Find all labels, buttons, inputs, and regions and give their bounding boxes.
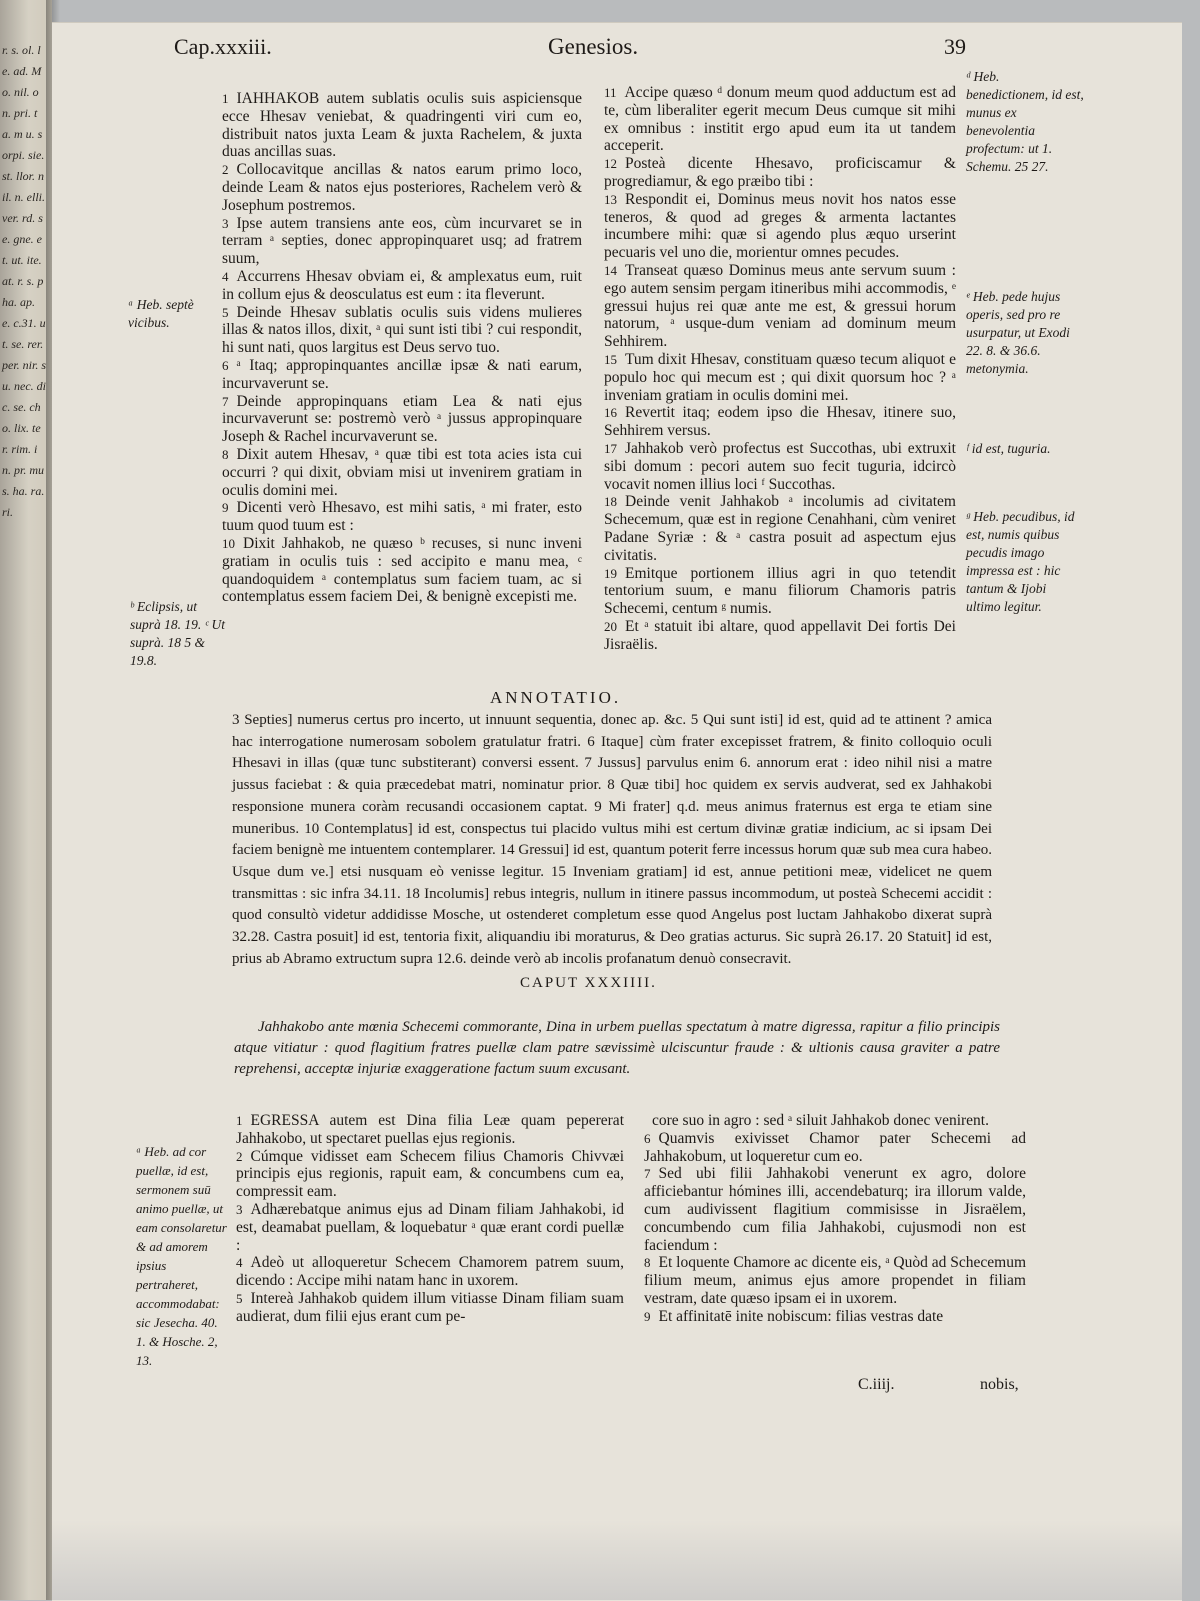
verse: 1 IAHHAKOB autem sublatis oculis suis aspiciensque ecce Hhesav veniebat, & quadringenti viri cum eo, distribuit natos juxta Leam & juxta Rachelem, & juxta duas ancillas suas. — [222, 90, 582, 161]
verse: 16 Revertit itaq; eodem ipso die Hhesav, itinere suo, Sehhirem versus. — [604, 404, 956, 440]
annotatio-text: 3 Septies] numerus certus pro incerto, ut innuunt sequentia, donec ap. &c. 5 Qui sunt isti] id est, quid ad te attinent ? amica hac interrogatione numerosam sobolem gratulatur fratri. 6 Itaque] cùm frater excepisset fratrem, & finito colloquio oculi Hhesavi in illas (quæ tunc substiterant) conversi essent. 7 Jussus] parvulus enim 6. annorum erat : ideo nihil nisi a matre jussus faciebat : & quia præcedebat matri, nominatur prior. 8 Quæ tibi] hoc quidem ex servis audverat, sed ex Jahhakobi responsione munera coràm recusandi occasionem captat. 9 Mi frater] q.d. meus animus fraternus est erga te etiam sine muneribus. 10 Contemplatus] id est, conspectus tui placido vultus mihi est certum divinæ gratiæ indicium, ac si ipsam Dei faciem benignè me intuentem contemplarer. 14 Gressui] id est, quantum poterit ferre incessus horum quæ sub mea cura habeo. Usque dum ve.] etsi nusquam eò venisse legitur. 15 Inveniam gratiam] id est, annue petitioni meæ, videlicet ne quem transmittas : sic infra 34.11. 18 Incolumis] rebus integris, nullum in itinere passus incommodum, ut posteà Schecemi accidit : quod consultò videtur addidisse Mosche, ut ostenderet completum esse quod Angelus post luctam Jahhakobo dixerat suprà 32.28. Castra posuit] id est, tentoria fixit, aliquandiu ibi moraturus, & Deo gratias acturus. Sic suprà 26.17. 20 Statuit] id est, prius ab Abramo extructum supra 12.6. deinde verò ab incolis profanatum denuò consecravit. — [232, 712, 992, 967]
verse: 7 Deinde appropinquans etiam Lea & nati ejus incurvaverunt se: postremò verò ᵃ jussus appropinquare Joseph & Rachel incurvaverunt se. — [222, 392, 582, 446]
verse: 17 Jahhakob verò profectus est Succothas, ubi extruxit sibi domum : pecori autem suo fecit tuguria, idcircò vocavit nomen illius loci ᶠ Succothas. — [604, 439, 956, 493]
left-column — [222, 90, 582, 606]
verse: 5 Intereà Jahhakob quidem illum vitiasse Dinam filiam suam audierat, dum filii ejus erant cum pe- — [236, 1289, 624, 1325]
verse: 19 Emitque portionem illius agri in quo tetendit tentorium suum, e manu filiorum Chamoris patris Schecemi, centum ᵍ numis. — [604, 564, 956, 618]
verse: 10 Dixit Jahhakob, ne quæso ᵇ recuses, si nunc inveni gratiam in oculis tuis : sed accipito e manu mea, ᶜ quandoquidem ᵃ contemplatus sum faciem tuam, ac si contemplatus essem faciem Dei, & benignè excepisti me. — [222, 534, 582, 606]
facing-page-text: r. s. ol. le. ad. Mo. nil. on. pri. ta. m u. sorpi. sie. st. llor. nil. n. elli. ver. rd. se. gne. et. ut. ite. at. r. s. pha. ap. e. c.31. ut. se. rer. per. nir. su. nec. dic. se. cho. lix. ter. rim. in. pr. mus. ha. ra. ri. — [2, 43, 47, 519]
margin-note-left-a: ᵃ Heb. septè vicibus. — [128, 297, 194, 330]
verse: 2 Cúmque vidisset eam Schecem filius Chamoris Chivvæi principis ejus regionis, rapuit eam, & concumbens cum ea, compressit eam. — [236, 1147, 624, 1201]
verse: 6 ᵃ Itaq; appropinquantes ancillæ ipsæ & nati earum, incurvaverunt se. — [222, 356, 582, 392]
verse: 8 Dixit autem Hhesav, ᵃ quæ tibi est tota acies ista cui occurri ? qui dixit, obviam misi ut invenirem gratiam in oculis domini mei. — [222, 445, 582, 499]
verse: 15 Tum dixit Hhesav, constituam quæso tecum aliquot e populo hoc qui mecum est ; qui dixit quorsum hoc ? ᵃ inveniam gratiam in oculis domini mei. — [604, 350, 956, 404]
signature-mark: C.iiij. — [858, 1376, 895, 1393]
verse: 4 Adeò ut alloqueretur Schecem Chamorem patrem suum, dicendo : Accipe mihi natam hanc in uxorem. — [236, 1254, 624, 1290]
verse: 20 Et ᵃ statuit ibi altare, quod appellavit Dei fortis Dei Jisraëlis. — [604, 617, 956, 653]
running-head-book: Genesios. — [548, 34, 639, 59]
verse: 2 Collocavitque ancillas & natos earum primo loco, deinde Leam & natos ejus posteriores, Rachelem verò & Josephum postremos. — [222, 161, 582, 214]
verse: 13 Respondit ei, Dominus meus novit hos natos esse teneros, & quod ad greges & armenta lactantes incumbere mihi: quæ si agendo plus æquo urserint pecuaris vel uno die, morientur omnes pecudes. — [604, 190, 956, 262]
verse: 1 EGRESSA autem est Dina filia Leæ quam pepererat Jahhakobo, ut spectaret puellas ejus regionis. — [236, 1112, 624, 1147]
verse: 12 Posteà dicente Hhesavo, proficiscamur & progrediamur, & ego præibo tibi : — [604, 155, 956, 190]
page-bottom-shade — [52, 1520, 1182, 1600]
verse: 18 Deinde venit Jahhakob ᵃ incolumis ad civitatem Schecemum, quæ est in regione Cenahhani, cùm veniret Padane Syriæ : & ᵃ castra posuit ad aspectum ejus civitatis. — [604, 493, 956, 564]
lower-left-column — [236, 1112, 624, 1326]
margin-note-right-d: ᵈ Heb. benedictionem, id est, munus ex benevolentia profectum: ut 1. Schemu. 25 27. — [966, 69, 1084, 174]
margin-note-lower-a: ᵃ Heb. ad cor puellæ, id est, sermonem suū animo puellæ, ut eam consolaretur & ad amorem ipsius pertraheret, accommodabat: sic Jesecha. 40. 1. & Hosche. 2, 13. — [136, 1144, 227, 1368]
margin-note-right-g: ᵍ Heb. pecudibus, id est, numis quibus pecudis imago impressa est : hic tantum & Ijobi ultimo legitur. — [966, 509, 1075, 614]
running-head-chapter: Cap.xxxiii. — [174, 34, 272, 59]
verse: 7 Sed ubi filii Jahhakobi venerunt ex agro, dolore afficiebantur hómines illi, accendebaturq; ira illorum valde, cum audivissent flagitium commisisse in Jisraëlem, concumbendo cum filia Jahhakobi, cujusmodi non est faciendum : — [644, 1165, 1026, 1254]
verse: 3 Adhærebatque animus ejus ad Dinam filiam Jahhakobi, id est, deamabat puellam, & loquebatur ᵃ quæ erant cordi puellæ : — [236, 1200, 624, 1254]
margin-note-left-b: ᵇ Eclipsis, ut suprà 18. 19. ᶜ Ut suprà. 18 5 & 19.8. — [130, 599, 226, 668]
page-number: 39 — [944, 34, 966, 59]
chapter-heading: CAPUT XXXIIII. — [520, 975, 657, 991]
verse: 3 Ipse autem transiens ante eos, cùm incurvaret se in terram ᵃ septies, donec appropinquaret usq; ad fratrem suum, — [222, 214, 582, 268]
verse: 4 Accurrens Hhesav obviam ei, & amplexatus eum, ruit in collum ejus & deosculatus est eum : ita fleverunt. — [222, 267, 582, 303]
verse: 6 Quamvis exivisset Chamor pater Schecemi ad Jahhakobum, ut loqueretur cum eo. — [644, 1129, 1026, 1165]
catchword: nobis, — [980, 1376, 1019, 1393]
right-column — [604, 84, 956, 654]
margin-note-right-f: ᶠ id est, tuguria. — [966, 441, 1051, 456]
annotatio-heading: ANNOTATIO. — [490, 688, 622, 707]
verse: 14 Transeat quæso Dominus meus ante servum suum : ego autem sensim pergam itineribus mihi accommodis, ᵉ gressui hujus rei quæ ante me est, & gressui horum natorum, ᵃ usque-dum veniam ad dominum meum Sehhirem. — [604, 261, 956, 351]
lower-right-column — [644, 1112, 1026, 1326]
verse: 9 Dicenti verò Hhesavo, est mihi satis, ᵃ mi frater, esto tuum quod tuum est : — [222, 499, 582, 535]
verse: 8 Et loquente Chamore ac dicente eis, ᵃ Quòd ad Schecemum filium meum, animus ejus amore propendet in filiam vestram, date quæso ipsam ei in uxorem. — [644, 1254, 1027, 1307]
verse: 9 Et affinitatē inite nobiscum: filias vestras date — [644, 1307, 944, 1325]
verse: 11 Accipe quæso ᵈ donum meum quod adductum est ad te, cùm liberaliter egerit mecum Deus cumque sit mihi ex omnibus : institit ergo apud eum ita ut tandem acceperit. — [604, 84, 956, 155]
facing-page-edge — [0, 0, 52, 1600]
verse: core suo in agro : sed ᵃ siluit Jahhakob donec venirent. — [652, 1112, 989, 1129]
margin-note-right-e: ᵉ Heb. pede hujus operis, sed pro re usurpatur, ut Exodi 22. 8. & 36.6. metonymia. — [966, 289, 1070, 376]
verse: 5 Deinde Hhesav sublatis oculis suis videns mulieres illas & natos illos, dixit, ᵃ qui sunt isti tibi ? cui respondit, hi sunt nati, quos largitus est Deus servo tuo. — [222, 303, 582, 357]
chapter-summary: Jahhakobo ante mœnia Schecemi commorante, Dina in urbem puellas spectatum à matre digressa, rapitur a filio principis atque vitiatur : quod flagitium fratres puellæ clam patre sævissimè ulciscuntur fraude : & ultionis causa graviter a patre reprehensi, acceptæ injuriæ exaggeratione factum suum excusant. — [234, 1019, 1000, 1077]
